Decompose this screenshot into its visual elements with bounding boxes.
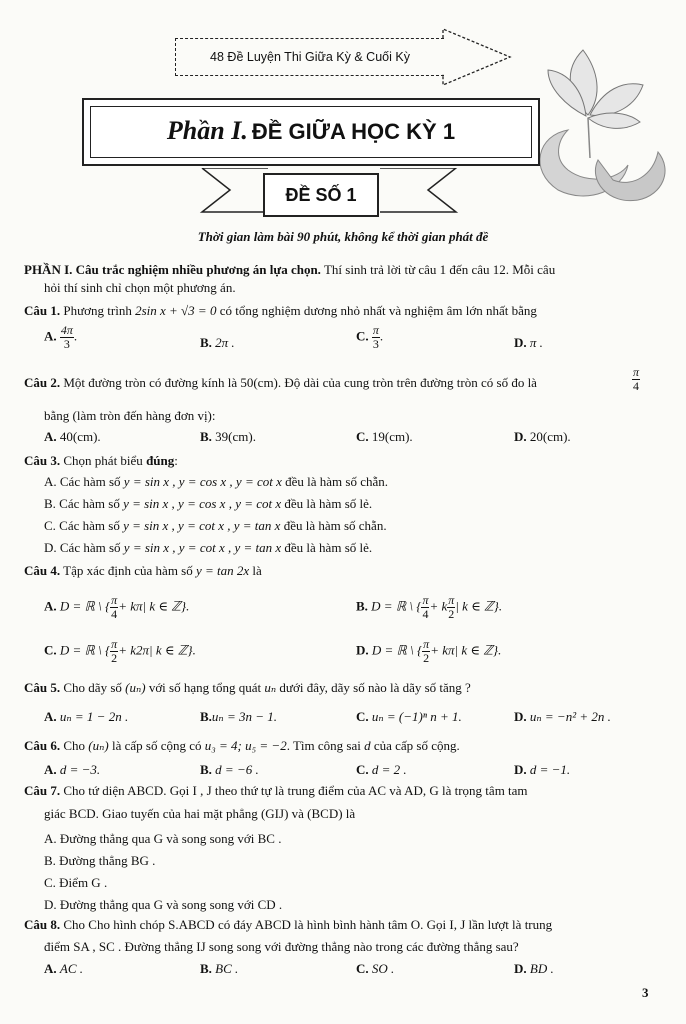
q8-option-b: B. BC . <box>200 961 239 976</box>
q3-option-c: C. Các hàm số y = sin x , y = cot x , y = tan x đều là hàm số chẵn. <box>44 518 387 533</box>
dashed-arrow-icon <box>438 27 518 87</box>
q7-option-b: B. Đường thẳng BG . <box>44 853 156 868</box>
part1-instructions-line2: hỏi thí sinh chỉ chọn một phương án. <box>44 280 236 295</box>
q8-stem: Câu 8. Cho Cho hình chóp S.ABCD có đáy ABCD là hình bình hành tâm O. Gọi I, J lần lượt là trung <box>24 917 553 932</box>
q8-stem-line2: điểm SA , SC . Đường thẳng IJ song song với đường thẳng nào trong các đường thẳng sau? <box>44 939 519 954</box>
q7-option-c: C. Điểm G . <box>44 875 108 890</box>
q5-option-c: C. uₙ = (−1)ⁿ n + 1. <box>356 709 462 724</box>
q6-option-a: A. d = −3. <box>44 762 101 777</box>
q7-stem: Câu 7. Cho tứ diện ABCD. Gọi I , J theo thứ tự là trung điểm của AC và AD, G là trọng tâm tam <box>24 783 528 798</box>
q2-angle: $\frac{\pi}{4}$ <box>633 365 640 393</box>
q1-stem: Câu 1. Phương trình 2sin x + √3 = 0 có tổng nghiệm dương nhỏ nhất và nghiệm âm lớn nhất bằng <box>24 303 537 318</box>
q1-option-d: D. π . <box>514 335 543 350</box>
page-number: 3 <box>642 985 649 1000</box>
q5-option-a: A. uₙ = 1 − 2n . <box>44 709 129 724</box>
q3-option-a: A. Các hàm số y = sin x , y = cos x , y = cot x đều là hàm số chẵn. <box>44 474 389 489</box>
q6-option-c: C. d = 2 . <box>356 762 407 777</box>
part-title: ĐỀ GIỮA HỌC KỲ 1 <box>251 119 456 144</box>
q6-option-d: D. d = −1. <box>514 762 571 777</box>
q1-option-c: C. $\frac{\pi}{3}$ . <box>356 323 384 351</box>
series-title: 48 Đề Luyện Thi Giữa Kỳ & Cuối Kỳ <box>210 50 410 64</box>
q4-option-a: A. D = ℝ \ { $\frac{\pi}{4}$ + kπ| k ∈ ℤ}. <box>44 593 190 621</box>
part-title-box <box>82 98 540 166</box>
q1-option-a: A. $\frac{4\pi}{3}$ . <box>44 323 78 351</box>
q3-option-d: D. Các hàm số y = sin x , y = cot x , y = tan x đều là hàm số lẻ. <box>44 540 373 555</box>
q2-option-b: B. 39(cm). <box>200 429 256 444</box>
q4-option-d: D. D = ℝ \ { $\frac{\pi}{2}$ + kπ| k ∈ ℤ}. <box>356 637 502 665</box>
q5-option-d: D. uₙ = −n² + 2n . <box>514 709 611 724</box>
q4-stem: Câu 4. Tập xác định của hàm số y = tan 2x là <box>24 563 262 578</box>
part-label: Phần I. <box>166 116 248 145</box>
q6-stem: Câu 6. Cho (uₙ) là cấp số cộng có u₃ = 4; u₅ = −2. Tìm công sai d của cấp số cộng. <box>24 738 460 753</box>
q5-stem: Câu 5. Cho dãy số (uₙ) với số hạng tổng quát uₙ dưới đây, dãy số nào là dãy số tăng ? <box>24 680 471 695</box>
q7-option-d: D. Đường thẳng qua G và song song với CD . <box>44 897 283 912</box>
part1-instructions: PHẦN I. Câu trắc nghiệm nhiều phương án lựa chọn. Thí sinh trả lời từ câu 1 đến câu 12. Mỗi câu <box>24 262 556 277</box>
lotus-icon <box>528 40 678 210</box>
part1-heading: PHẦN I. Câu trắc nghiệm nhiều phương án lựa chọn. <box>24 262 321 277</box>
q2-stem-line2: bằng (làm tròn đến hàng đơn vị): <box>44 408 216 423</box>
exam-number: ĐỀ SỐ 1 <box>263 173 379 217</box>
q4-option-b: B. D = ℝ \ { $\frac{\pi}{4}$ + k $\frac{\pi}{2}$ | k ∈ ℤ}. <box>356 593 503 621</box>
q1-option-b: B. 2π . <box>200 335 235 350</box>
q8-option-d: D. BD . <box>514 961 554 976</box>
q3-option-b: B. Các hàm số y = sin x , y = cos x , y = cot x đều là hàm số lẻ. <box>44 496 373 511</box>
series-banner <box>175 38 444 76</box>
q4-option-c: C. D = ℝ \ { $\frac{\pi}{2}$ + k2π| k ∈ ℤ}. <box>44 637 196 665</box>
time-note: Thời gian làm bài 90 phút, không kể thời gian phát đề <box>197 229 489 244</box>
q2-option-d: D. 20(cm). <box>514 429 571 444</box>
q2-option-a: A. 40(cm). <box>44 429 101 444</box>
q5-option-b: B.uₙ = 3n − 1. <box>200 709 277 724</box>
q8-option-a: A. AC . <box>44 961 84 976</box>
q8-option-c: C. SO . <box>356 961 395 976</box>
q7-option-a: A. Đường thẳng qua G và song song với BC . <box>44 831 282 846</box>
q2-option-c: C. 19(cm). <box>356 429 413 444</box>
q3-stem: Câu 3. Chọn phát biểu đúng: <box>24 453 178 468</box>
q6-option-b: B. d = −6 . <box>200 762 259 777</box>
q2-stem: Câu 2. Một đường tròn có đường kính là 50(cm). Độ dài của cung tròn trên đường tròn có số đo là <box>24 375 537 390</box>
q7-stem-line2: giác BCD. Giao tuyến của hai mặt phẳng (GIJ) và (BCD) là <box>44 806 356 821</box>
